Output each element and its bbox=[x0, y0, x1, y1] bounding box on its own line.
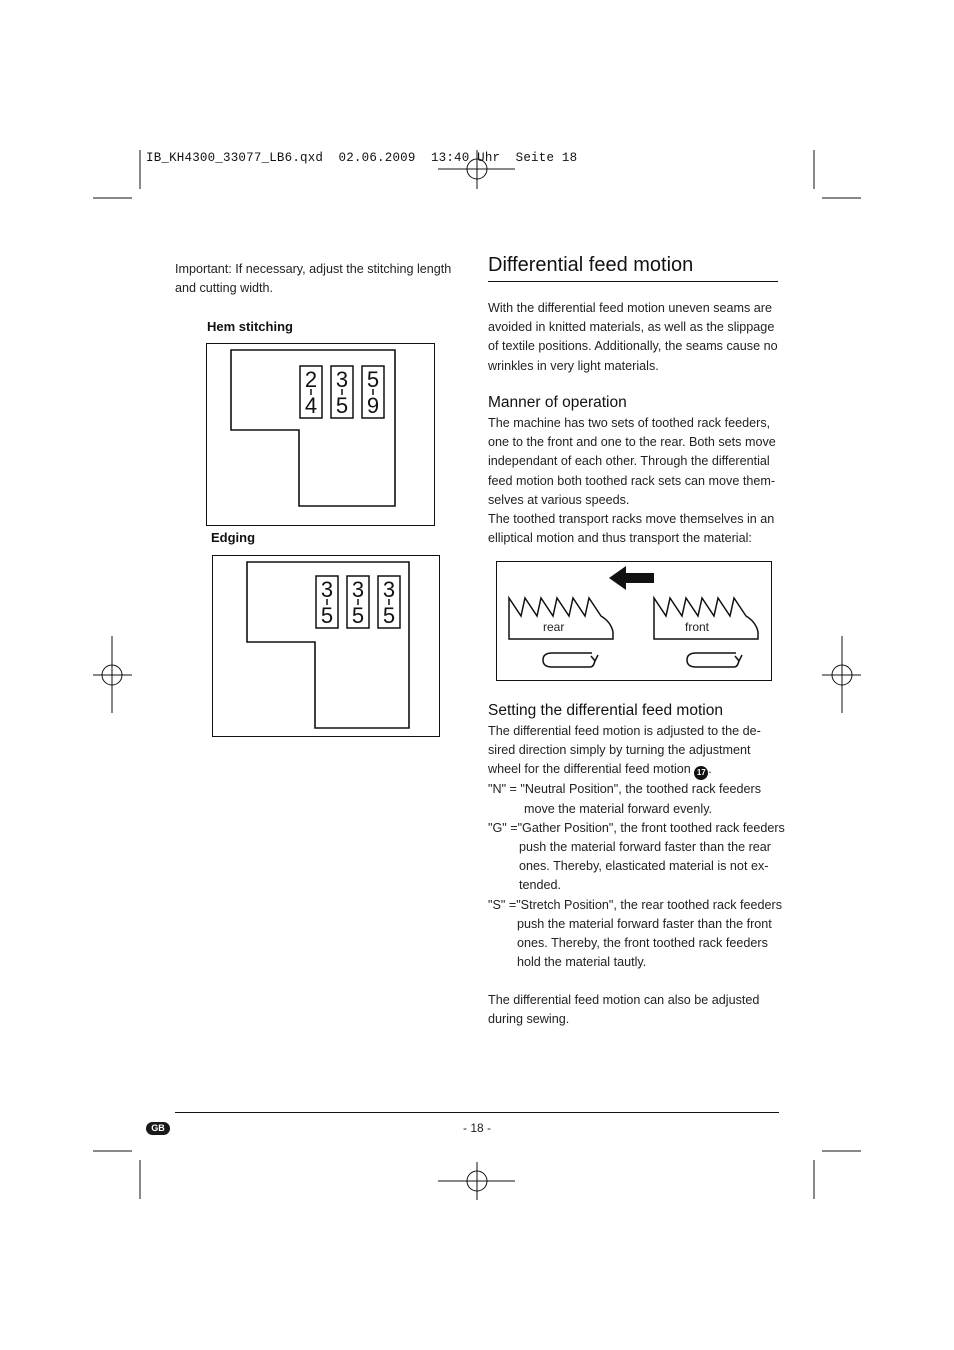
language-badge: GB bbox=[146, 1122, 170, 1135]
elliptical-motion-icon bbox=[543, 653, 598, 667]
stretch-position-line: "S" ="Stretch Position", the rear toothed rack feeders bbox=[488, 897, 783, 912]
footer-rule bbox=[175, 1112, 779, 1113]
manner-heading: Manner of operation bbox=[488, 394, 627, 411]
manner-line: The toothed transport racks move themselves in an bbox=[488, 512, 775, 527]
setting-line: The differential feed motion is adjusted to the de- bbox=[488, 724, 761, 738]
setting-line-text: wheel for the differential feed motion bbox=[488, 762, 691, 777]
setting-dial bbox=[316, 576, 338, 628]
title-underline bbox=[488, 281, 778, 282]
gather-position-cont: tended. bbox=[519, 878, 562, 893]
closing-paragraph bbox=[488, 991, 788, 1029]
setting-line: sired direction simply by turning the adjustment bbox=[488, 743, 751, 758]
reference-number-badge: 17 bbox=[694, 766, 708, 780]
intro-line: wrinkles in very light materials. bbox=[488, 358, 659, 373]
important-note bbox=[175, 260, 465, 298]
setting-dial bbox=[362, 366, 384, 418]
neutral-position-cont: move the material forward evenly. bbox=[524, 801, 713, 816]
closing-line: The differential feed motion can also be adjusted bbox=[488, 993, 760, 1007]
cutting-width-value: 9 bbox=[366, 393, 380, 418]
elliptical-motion-icon bbox=[687, 653, 742, 667]
manner-line: one to the front and one to the rear. Both sets move bbox=[488, 435, 776, 450]
stretch-position-cont: push the material forward faster than the front bbox=[517, 916, 772, 931]
feed-rack-drawing bbox=[497, 562, 771, 680]
gather-position-cont: ones. Thereby, elasticated material is not ex- bbox=[519, 859, 769, 874]
gather-position-cont: push the material forward faster than the rear bbox=[519, 840, 772, 855]
intro-line: With the differential feed motion uneven seams are bbox=[488, 301, 772, 315]
manner-paragraph bbox=[488, 414, 788, 548]
setting-dial bbox=[300, 366, 322, 418]
cutting-width-value: 4 bbox=[304, 393, 318, 418]
stitch-length-value: 3 bbox=[382, 577, 396, 602]
stretch-position-cont: ones. Thereby, the front toothed rack feeders bbox=[517, 936, 768, 951]
stretch-position-cont: hold the material tautly. bbox=[517, 955, 647, 970]
stitch-length-value: 3 bbox=[320, 577, 334, 602]
cutting-width-value: 5 bbox=[335, 393, 349, 418]
manner-line: feed motion both toothed rack sets can move them- bbox=[488, 473, 776, 488]
important-line-1: Important: If necessary, adjust the stitching length bbox=[175, 262, 452, 276]
setting-line-end: . bbox=[708, 762, 712, 777]
hem-stitching-dial-drawing bbox=[207, 344, 434, 525]
hem-stitching-label: Hem stitching bbox=[207, 319, 293, 334]
hem-stitching-diagram bbox=[206, 343, 435, 526]
page-title: Differential feed motion bbox=[488, 254, 694, 276]
setting-heading: Setting the differential feed motion bbox=[488, 702, 723, 719]
neutral-position-line: "N" = "Neutral Position", the toothed rack feeders bbox=[488, 782, 762, 797]
stitch-length-value: 3 bbox=[351, 577, 365, 602]
edging-dial-drawing bbox=[213, 556, 439, 736]
intro-line: of textile positions. Additionally, the seams cause no bbox=[488, 339, 778, 354]
feed-diagram bbox=[496, 561, 772, 681]
setting-line-ref bbox=[488, 760, 788, 780]
stitch-length-value: 3 bbox=[335, 367, 349, 392]
stitch-length-value: 2 bbox=[304, 367, 318, 392]
cutting-width-value: 5 bbox=[351, 603, 365, 628]
closing-line: during sewing. bbox=[488, 1012, 570, 1027]
edging-label: Edging bbox=[211, 530, 256, 545]
intro-paragraph bbox=[488, 299, 788, 376]
cutting-width-value: 5 bbox=[320, 603, 334, 628]
setting-paragraph bbox=[488, 722, 788, 972]
gather-position-line: "G" ="Gather Position", the front toothed rack feeders bbox=[488, 820, 785, 835]
cutting-width-value: 5 bbox=[382, 603, 396, 628]
manner-line: selves at various speeds. bbox=[488, 492, 630, 507]
direction-arrow-icon bbox=[609, 566, 654, 590]
edging-diagram bbox=[212, 555, 440, 737]
setting-dial bbox=[331, 366, 353, 418]
manner-line: elliptical motion and thus transport the material: bbox=[488, 531, 752, 546]
important-line-2: and cutting width. bbox=[175, 281, 274, 296]
manner-line: The machine has two sets of toothed rack feeders, bbox=[488, 416, 771, 430]
manner-line: independant of each other. Through the differential bbox=[488, 454, 770, 469]
stitch-length-value: 5 bbox=[366, 367, 380, 392]
page-number: - 18 - bbox=[462, 1121, 491, 1135]
setting-dial bbox=[378, 576, 400, 628]
intro-line: avoided in knitted materials, as well as the slippage bbox=[488, 320, 775, 335]
setting-dial bbox=[347, 576, 369, 628]
front-label: front bbox=[685, 620, 710, 634]
file-slug: IB_KH4300_33077_LB6.qxd 02.06.2009 13:40 Uhr Seite 18 bbox=[146, 151, 578, 165]
rear-label: rear bbox=[543, 620, 565, 634]
